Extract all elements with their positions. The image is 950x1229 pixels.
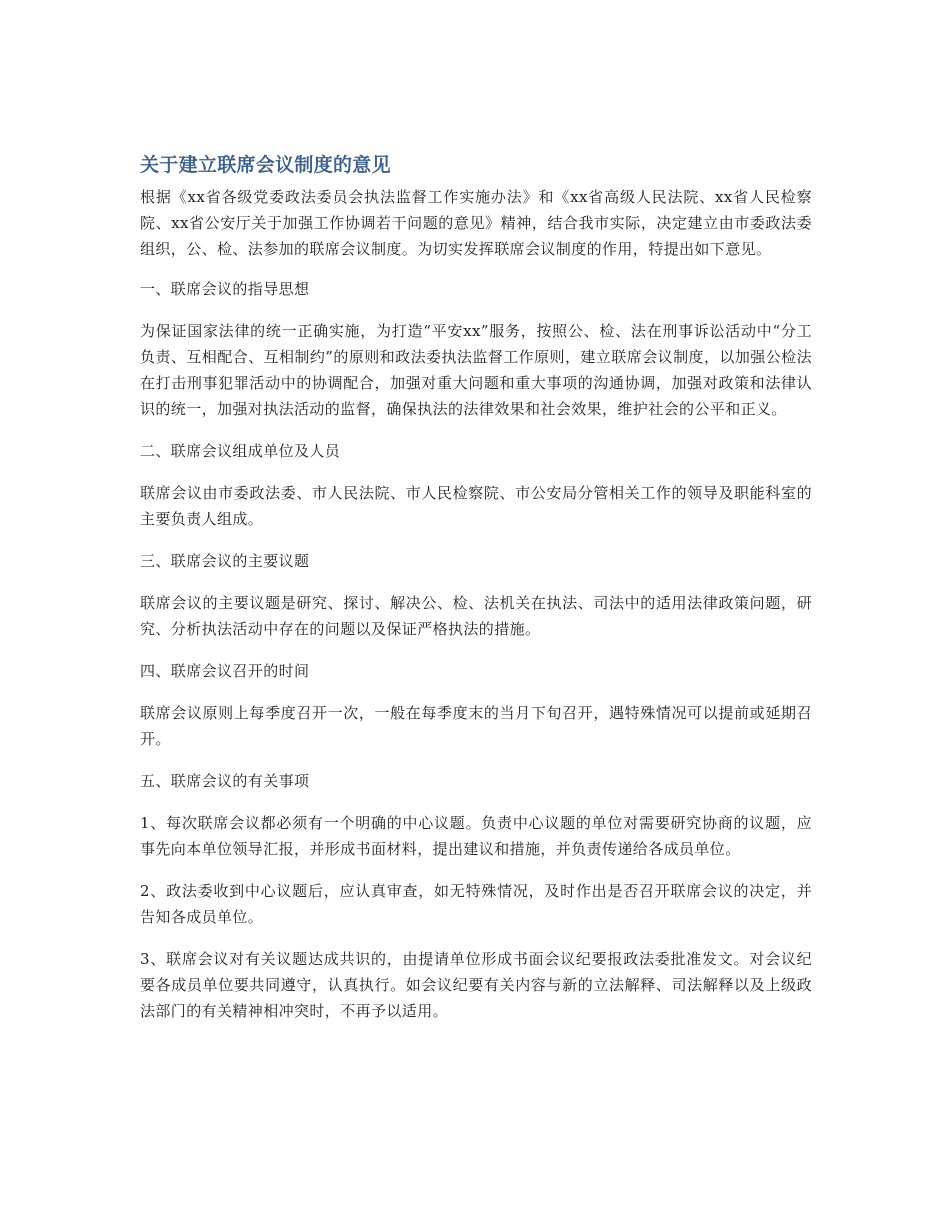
document-page bbox=[140, 150, 812, 1040]
section-heading: 五、联席会议的有关事项 bbox=[140, 772, 310, 790]
section-heading: 四、联席会议召开的时间 bbox=[140, 662, 310, 680]
section-heading: 一、联席会议的指导思想 bbox=[140, 280, 310, 298]
document-title: 关于建立联席会议制度的意见 bbox=[140, 154, 391, 176]
section-paragraph: 联席会议由市委政法委、市人民法院、市人民检察院、市公安局分管相关工作的领导及职能科室的主要负责人组成。 bbox=[140, 484, 812, 528]
section-1 bbox=[140, 276, 812, 422]
section-heading: 二、联席会议组成单位及人员 bbox=[140, 442, 341, 460]
list-item-1: 1、每次联席会议都必须有一个明确的中心议题。负责中心议题的单位对需要研究协商的议题，应事先向本单位领导汇报，并形成书面材料，提出建议和措施，并负责传递给各成员单位。 bbox=[140, 814, 812, 858]
list-item-2: 2、政法委收到中心议题后，应认真审查，如无特殊情况，及时作出是否召开联席会议的决定，并告知各成员单位。 bbox=[140, 882, 812, 926]
section-heading: 三、联席会议的主要议题 bbox=[140, 552, 310, 570]
section-paragraph: 联席会议的主要议题是研究、探讨、解决公、检、法机关在执法、司法中的适用法律政策问题，研究、分析执法活动中存在的问题以及保证严格执法的措施。 bbox=[140, 594, 812, 638]
section-paragraph: 为保证国家法律的统一正确实施，为打造“平安xx”服务，按照公、检、法在刑事诉讼活动中“分工负责、互相配合、互相制约”的原则和政法委执法监督工作原则，建立联席会议制度，以加强公检法在打击刑事犯罪活动中的协调配合，加强对重大问题和重大事项的沟通协调，加强对政策和法律认识的统一，加强对执法活动的监督，确保执法的法律效果和社会效果，维护社会的公平和正义。 bbox=[140, 322, 812, 418]
section-5 bbox=[140, 768, 812, 1024]
intro-paragraph: 根据《xx省各级党委政法委员会执法监督工作实施办法》和《xx省高级人民法院、xx省人民检察院、xx省公安厅关于加强工作协调若干问题的意见》精神，结合我市实际，决定建立由市委政法委组织，公、检、法参加的联席会议制度。为切实发挥联席会议制度的作用，特提出如下意见。 bbox=[140, 188, 812, 258]
list-item-3: 3、联席会议对有关议题达成共识的，由提请单位形成书面会议纪要报政法委批准发文。对会议纪要各成员单位要共同遵守，认真执行。如会议纪要有关内容与新的立法解释、司法解释以及上级政法部门的有关精神相冲突时，不再予以适用。 bbox=[140, 950, 812, 1020]
section-2 bbox=[140, 438, 812, 532]
section-paragraph: 联席会议原则上每季度召开一次，一般在每季度末的当月下旬召开，遇特殊情况可以提前或延期召开。 bbox=[140, 704, 812, 748]
section-3 bbox=[140, 548, 812, 642]
section-4 bbox=[140, 658, 812, 752]
